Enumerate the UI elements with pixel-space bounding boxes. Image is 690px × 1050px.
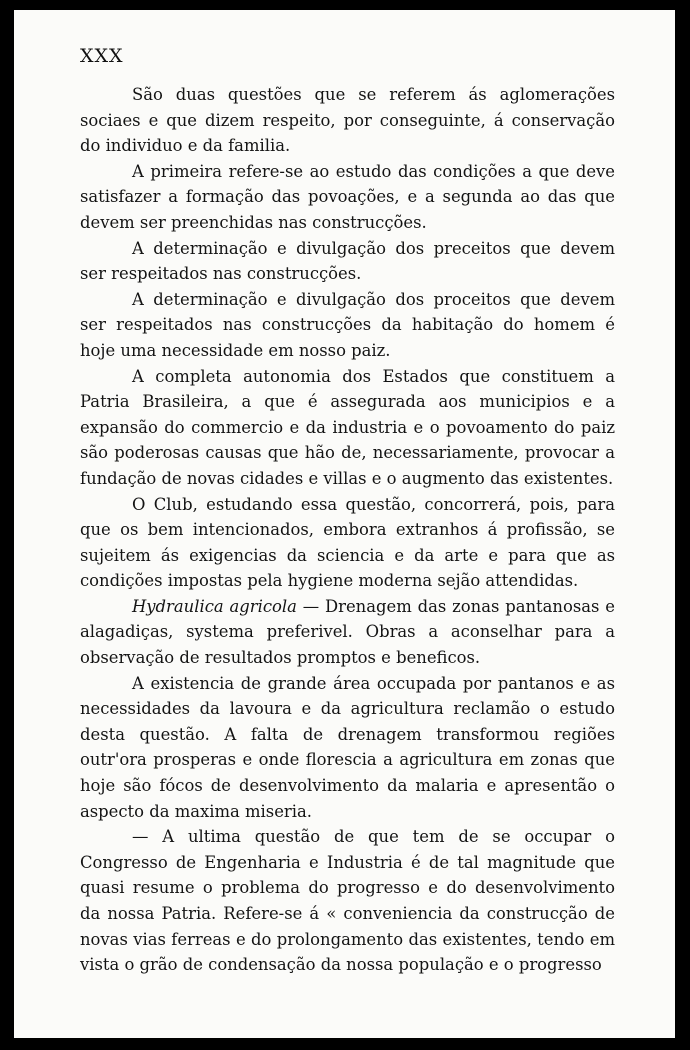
paragraph <box>80 287 615 364</box>
paragraph <box>80 159 615 236</box>
paragraph <box>80 492 615 594</box>
section-heading: Hydraulica agricola <box>132 596 297 616</box>
paragraph <box>80 236 615 287</box>
paragraph-text: A determinação e divulgação dos preceitos que devem ser respeitados nas construcções. <box>80 238 615 284</box>
paragraph-text: São duas questões que se referem ás aglomerações sociaes e que dizem respeito, por conseguinte, á conservação do individuo e da familia. <box>80 85 615 156</box>
paragraph-text: A existencia de grande área occupada por pantanos e as necessidades da lavoura e da agricultura reclamão o estudo desta questão. A falta de drenagem transformou regiões outr'ora prosperas e onde florescia a agricultura em zonas que hoje são fócos de desenvolvimento da malaria e apresentão o aspecto da maxima miseria. <box>80 673 615 821</box>
paragraph <box>80 824 615 978</box>
paragraph-text: A completa autonomia dos Estados que constituem a Patria Brasileira, a que é assegurada aos municipios e a expansão do commercio e da industria e o povoamento do paiz são poderosas causas que hão de, necessariamente, provocar a fundação de novas cidades e villas e o augmento das existentes. <box>80 366 615 488</box>
paragraph <box>80 82 615 159</box>
paragraph-text: A primeira refere-se ao estudo das condições a que deve satisfazer a formação das povoações, e a segunda ao das que devem ser preenchidas nas construcções. <box>80 161 615 232</box>
paragraph <box>80 671 615 825</box>
page-number: XXX <box>80 45 124 67</box>
paragraph-text: — Drenagem das zonas pantanosas e alagadiças, systema preferivel. Obras a aconselhar para a observação de resultados promptos e beneficos. <box>80 596 615 668</box>
paragraph <box>80 594 615 671</box>
paragraph <box>80 364 615 492</box>
paragraph-text: A determinação e divulgação dos proceitos que devem ser respeitados nas construcções da habitação do homem é hoje uma necessidade em nosso paiz. <box>80 289 615 360</box>
body-text <box>80 82 615 978</box>
paragraph-text: O Club, estudando essa questão, concorrerá, pois, para que os bem intencionados, embora extranhos á profissão, se sujeitem ás exigencias da sciencia e da arte e para que as condições impostas pela hygiene moderna sejão attendidas. <box>80 494 615 591</box>
paragraph-text: — A ultima questão de que tem de se occupar o Congresso de Engenharia e Industria é de tal magnitude que quasi resume o problema do progresso e do desenvolvimento da nossa Patria. Refere-se á « conveniencia da construcção de novas vias ferreas e do prolongamento das existentes, tendo em vista o grão de condensação da nossa população e o progresso <box>80 827 615 975</box>
scanned-page <box>14 10 675 1038</box>
